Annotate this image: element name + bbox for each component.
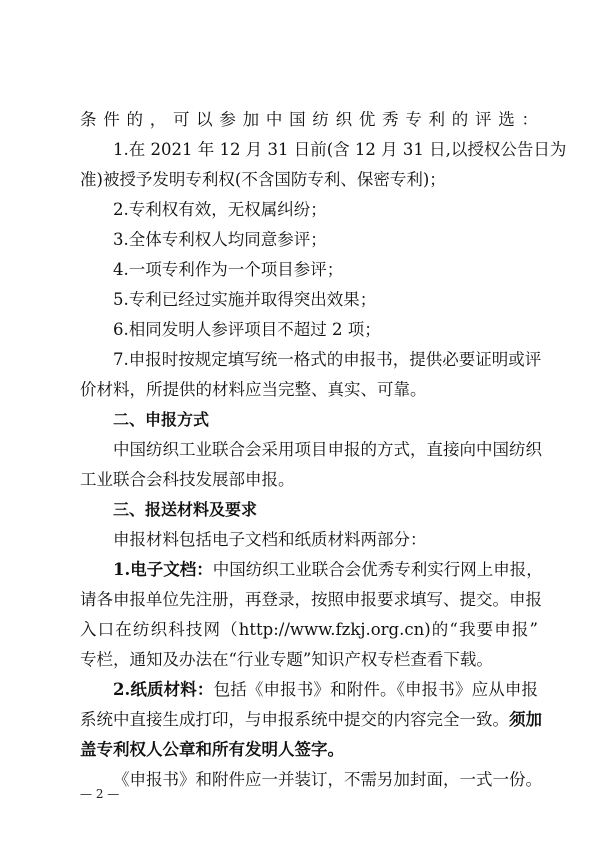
criterion-5: 5.专利已经过实施并取得突出效果；: [113, 290, 377, 309]
section-2-heading: 二、申报方式: [113, 410, 210, 429]
criterion-7-line-1: 7.申报时按规定填写统一格式的申报书，提供必要证明或评: [113, 350, 542, 369]
section-3-intro: 申报材料包括电子文档和纸质材料两部分：: [113, 530, 427, 549]
criterion-4: 4.一项专利作为一个项目参评；: [113, 260, 344, 279]
page-number: — 2 —: [80, 787, 120, 801]
criterion-1-line-2: 准)被授予发明专利权(不含国防专利、保密专利)；: [80, 170, 446, 189]
electronic-docs-line-3: 入口在纺织科技网（http://www.fzkj.org.cn)的“我要申报”: [80, 620, 538, 639]
paper-docs-requirement-start: 须加: [509, 710, 542, 729]
paper-docs-line-1: [80, 675, 538, 705]
section-3-heading: 三、报送材料及要求: [113, 500, 258, 519]
criterion-7-line-2: 价材料，所提供的材料应当完整、真实、可靠。: [80, 380, 427, 399]
electronic-docs-line-4: 专栏，通知及办法在“行业专题”知识产权专栏查看下载。: [80, 650, 493, 669]
criterion-2: 2.专利权有效，无权属纠纷；: [113, 200, 327, 219]
section-2-paragraph-line-1: 中国纺织工业联合会采用项目申报的方式，直接向中国纺织: [113, 440, 542, 459]
electronic-docs-line-1: [80, 555, 543, 585]
electronic-docs-line-2: 请各申报单位先注册，再登录，按照申报要求填写、提交。申报: [80, 590, 542, 609]
electronic-docs-text: 中国纺织工业联合会优秀专利实行网上申报，: [212, 560, 543, 579]
criterion-3: 3.全体专利权人均同意参评；: [113, 230, 327, 249]
paper-docs-label: 2.纸质材料：: [113, 680, 214, 699]
binding-instruction: 《申报书》和附件应一并装订，不需另加封面，一式一份。: [113, 770, 542, 789]
document-body: [80, 105, 567, 795]
paper-docs-line-2: [80, 705, 542, 735]
electronic-docs-label: 1.电子文档：: [113, 560, 213, 579]
criterion-6: 6.相同发明人参评项目不超过 2 项；: [113, 320, 381, 339]
criteria-intro: 条件的，可以参加中国纺织优秀专利的评选：: [80, 110, 538, 129]
section-2-paragraph-line-2: 工业联合会科技发展部申报。: [80, 470, 295, 489]
paper-docs-requirement: 盖专利权人公章和所有发明人签字。: [80, 740, 344, 759]
paper-docs-line-2-text: 系统中直接生成打印，与申报系统中提交的内容完全一致。: [80, 710, 509, 729]
paper-docs-text: 包括《申报书》和附件。《申报书》应从申报: [213, 680, 538, 699]
criterion-1-line-1: 1.在 2021 年 12 月 31 日前(含 12 月 31 日,以授权公告日为: [113, 140, 567, 159]
